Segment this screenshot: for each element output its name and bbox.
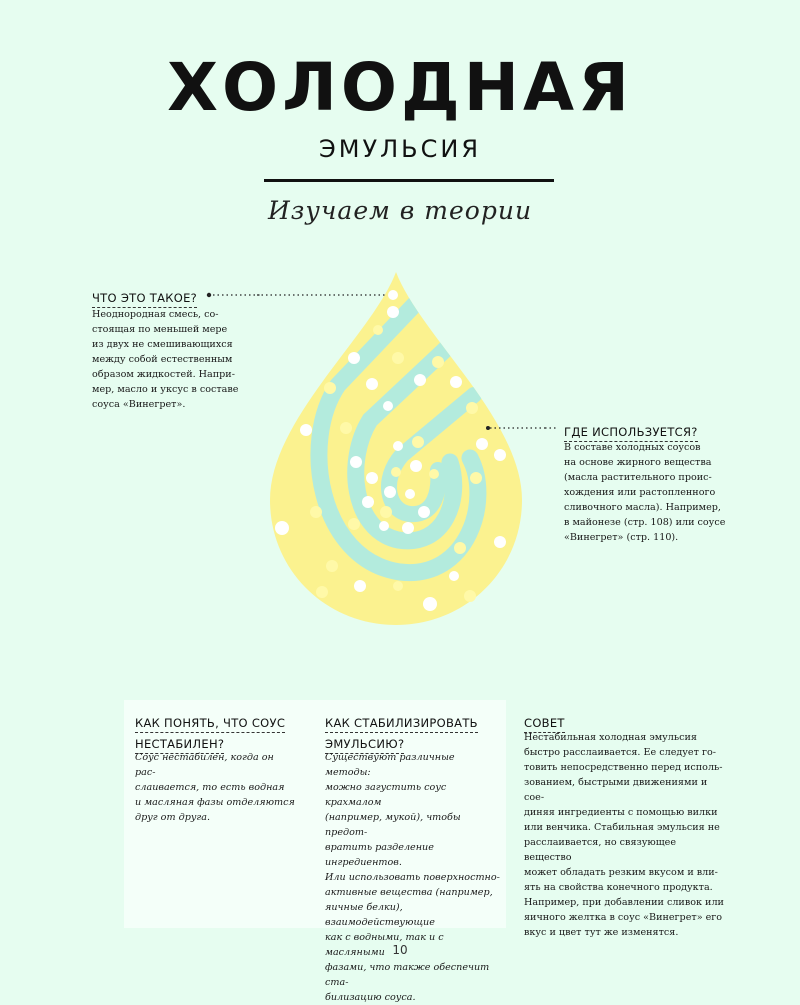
leader-line-what-left [200, 290, 260, 300]
where-used-text: В составе холодных соусов на основе жирного вещества (масла растительного проис- хождения или растопленного сливочного масла). Например, в майонезе (стр. 108) или соусе «Винегрет» (стр. 110). [564, 442, 726, 543]
tip-text: Нестабильная холодная эмульсия быстро расслаивается. Ее следует го- товить непосредственно перед исполь- зованием, быстрыми движениями и сое- диняя ингредиенты с помощью вилки или венчика. Стабильная эмульсия не расслаивается, но связующее вещество может обладать резким вкусом и вли- ять на свойства конечного продукта. Например, при добавлении сливок или яичного желтка в соус «Винегрет» его вкус и цвет тут же изменятся. [524, 732, 724, 938]
what-is-it-section [92, 287, 197, 308]
what-is-it-text: Неоднородная смесь, со- стоящая по меньшей мере из двух не смешивающихся между собой естественным образом жидкостей. Напри- мер, масло и уксус в составе соуса «Винегрет». [92, 309, 239, 410]
what-is-it-heading: ЧТО ЭТО ТАКОЕ? [92, 290, 197, 308]
tip-heading: СОВЕТ [524, 715, 565, 733]
title-divider [264, 179, 554, 182]
stabilize-text: Существуют различные методы: можно загустить соус крахмалом (например, мукой), чтобы предот- вратить разделение ингредиентов. Или использовать поверхностно- активные вещества (например, яичные белки), взаимодействующие как с водными, так и с масляными фазами, что также обеспечит ста- билизацию соуса. [325, 752, 500, 1003]
leader-line-where-right [545, 423, 559, 433]
stabilize-heading-line1: КАК СТАБИЛИЗИРОВАТЬ [325, 715, 478, 733]
script-subheading: Изучаем в теории [267, 196, 533, 225]
page-subtitle: ЭМУЛЬСИЯ [319, 135, 481, 163]
page-number: 10 [392, 943, 408, 957]
unstable-text: Соус нестабилен, когда он рас- слаивается, то есть водная и масляная фазы отделяются друг от друга. [135, 752, 295, 823]
stabilize-heading-line2: ЭМУЛЬСИЮ? [325, 736, 404, 754]
unstable-heading-line1: КАК ПОНЯТЬ, ЧТО СОУС [135, 715, 285, 733]
page-title: ХОЛОДНАЯ [167, 49, 633, 126]
where-used-heading: ГДЕ ИСПОЛЬЗУЕТСЯ? [564, 424, 698, 442]
unstable-section [135, 712, 285, 754]
stabilize-section [325, 712, 478, 754]
unstable-heading-line2: НЕСТАБИЛЕН? [135, 736, 224, 754]
where-used-section [564, 421, 698, 442]
emulsion-drop-illustration [255, 262, 545, 637]
